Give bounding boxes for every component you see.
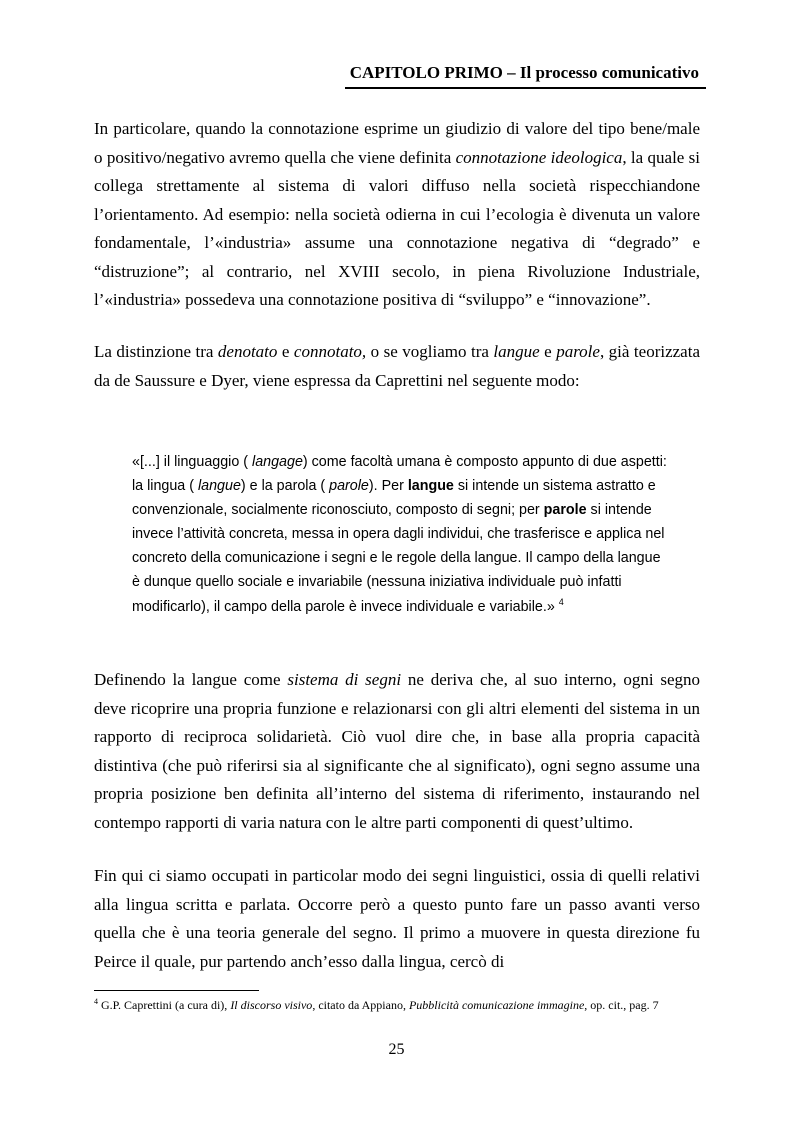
quote-text: si intende invece l’attività concreta, messa in opera dagli individui, che trasferisce e applica nel concreto della comunicazione i segni e le regole della langue. Il campo della langue è dunque quello sociale e invariabile (nessuna iniziativa individuale può infatti modificarlo), il campo della parole è invece individuale e variabile.» [132, 502, 665, 615]
paragraph-italic: connotazione ideologica [455, 147, 623, 167]
paragraph-text: , la quale si collega strettamente al sistema di valori diffuso nella società rispecchiandone l’orientamento. Ad esempio: nella società odierna in cui l’ecologia è divenuta un valore fondamentale, l’«industria» assume una connotazione negativa di “degrado” e “distruzione”; al contrario, nel XVIII secolo, in piena Rivoluzione Industriale, l’«industria» possedeva una connotazione positiva di “sviluppo” e “innovazione”. [94, 147, 700, 309]
paragraph-distinction [94, 338, 700, 395]
footnote-italic: Pubblicità comunicazione immagine [408, 998, 585, 1012]
paragraph-peirce [94, 862, 700, 976]
chapter-header: CAPITOLO PRIMO – Il processo comunicativo [349, 63, 699, 82]
footnote [94, 997, 700, 1013]
quote-italic: parole [329, 478, 369, 495]
paragraph-connotation [94, 115, 700, 315]
footnote-text: G.P. Caprettini (a cura di), [98, 998, 231, 1012]
paragraph-text: e [539, 342, 557, 361]
paragraph-langue-system [94, 666, 700, 837]
paragraph-text: o se vogliamo tra [366, 342, 494, 361]
paragraph-italic: denotato [217, 342, 278, 361]
header-rule [345, 87, 706, 89]
quote-text: ). Per [368, 478, 408, 495]
paragraph-italic: sistema di segni [287, 670, 402, 689]
paragraph-text: La distinzione tra [94, 342, 218, 361]
quote-italic: langue [197, 478, 241, 495]
paragraph-text: ne deriva che, al suo interno, ogni segno deve ricoprire una propria funzione e relazionarsi con gli altri elementi del sistema in un rapporto di reciproca solidarietà. Ciò vuol dire che, in base alla propria capacità distintiva (che può riferirsi sia al significante che al significato), ogni segno assume una propria posizione ben definita all’interno del sistema di riferimento, instaurando nel contempo rapporti di varia natura con le altre parti componenti di quest’ultimo. [94, 670, 701, 832]
block-quote [132, 450, 672, 619]
paragraph-text: Fin qui ci siamo occupati in particolar modo dei segni linguistici, ossia di quelli relativi alla lingua scritta e parlata. Occorre però a questo punto fare un passo avanti verso quella che è una teoria generale del segno. Il primo a muovere in questa direzione fu Peirce il quale, pur partendo anch’esso dalla lingua, cercò di [94, 866, 700, 971]
paragraph-text: In particolare, quando la connotazione esprime un giudizio di valore del tipo bene/male o positivo/negativo avremo quella che viene definita [94, 119, 700, 167]
quote-italic: langage [252, 454, 303, 470]
paragraph-text: Definendo la langue come [94, 670, 288, 689]
paragraph-italic: connotato, [293, 342, 367, 361]
paragraph-text: e [277, 342, 294, 361]
quote-bold: langue [407, 478, 454, 495]
footnote-text: , op. cit., pag. 7 [584, 998, 659, 1012]
footnote-text: , citato da Appiano, [312, 998, 409, 1012]
footnote-reference: 4 [558, 596, 564, 607]
paragraph-italic: langue [493, 342, 540, 361]
paragraph-italic: parole [556, 342, 600, 361]
footnote-italic: Il discorso visivo [230, 998, 313, 1012]
paragraph-text: , già teorizzata da de Saussure e Dyer, viene espressa da Caprettini nel seguente modo: [94, 342, 700, 390]
quote-text: si intende un sistema astratto e convenzionale, socialmente riconosciuto, composto di segni; per [132, 478, 656, 519]
quote-text: ) e la parola ( [240, 478, 330, 495]
page-number: 25 [388, 1041, 405, 1058]
footnote-number: 4 [94, 997, 98, 1006]
quote-text: ) come facoltà umana è composto appunto di due aspetti: la lingua ( [132, 454, 667, 495]
quote-bold: parole [543, 502, 587, 519]
quote-text: «[...] il linguaggio ( [132, 454, 253, 470]
footnote-separator [94, 990, 259, 991]
